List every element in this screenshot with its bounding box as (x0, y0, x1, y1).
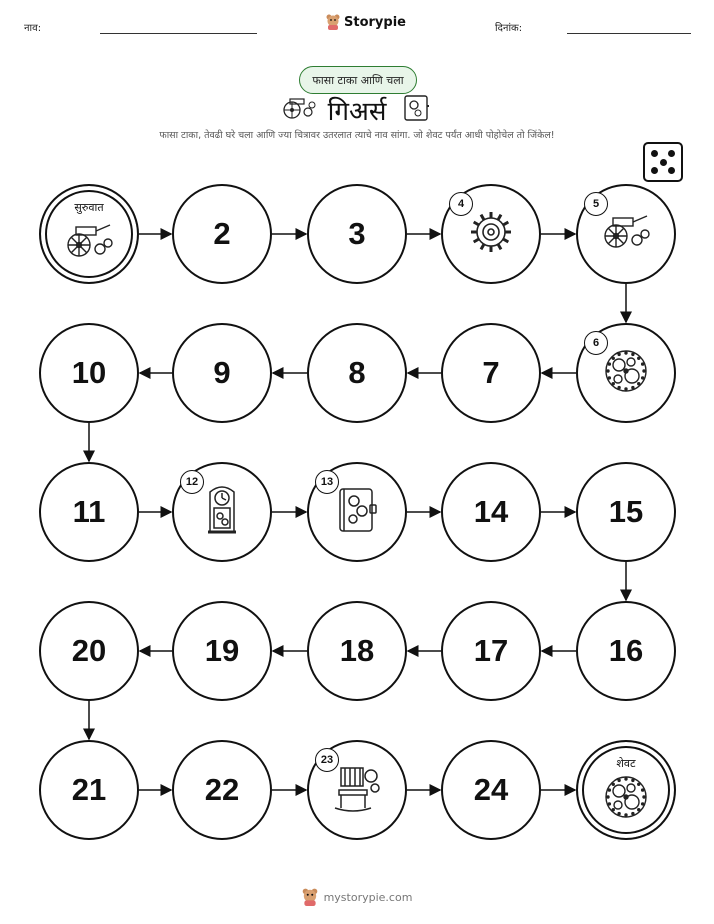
board-space-11[interactable] (39, 462, 139, 562)
gear-notebook-icon (334, 485, 380, 539)
board-space-13[interactable] (307, 462, 407, 562)
space-number: 3 (348, 216, 366, 251)
finish-label: शेवट (616, 757, 636, 770)
board-space-20[interactable] (39, 601, 139, 701)
board-space-5[interactable] (576, 184, 676, 284)
board-space-22[interactable] (172, 740, 272, 840)
space-number: 9 (213, 355, 231, 390)
space-number-badge: 23 (315, 748, 339, 772)
bear-icon (302, 888, 318, 906)
space-number: 18 (339, 633, 375, 668)
space-number-badge: 13 (315, 470, 339, 494)
start-space[interactable] (39, 184, 139, 284)
name-label: नाव: (24, 23, 42, 34)
space-number: 24 (473, 772, 509, 807)
board-space-15[interactable] (576, 462, 676, 562)
start-label: सुरुवात (74, 201, 104, 214)
grandfather-clock-icon (202, 482, 242, 542)
board-space-16[interactable] (576, 601, 676, 701)
gear-chair-icon (331, 762, 383, 818)
clock-mechanism-icon (603, 774, 649, 824)
page-title: गिअर्स (327, 97, 387, 127)
space-number-badge: 12 (180, 470, 204, 494)
space-number: 22 (204, 772, 240, 807)
space-number: 7 (482, 355, 500, 390)
board-space-10[interactable] (39, 323, 139, 423)
gear-icon (467, 208, 515, 260)
cart-gears-icon (601, 212, 651, 256)
space-number: 11 (72, 494, 106, 529)
space-number: 21 (71, 772, 107, 807)
board-space-3[interactable] (307, 184, 407, 284)
space-number: 2 (213, 216, 231, 251)
date-label: दिनांक: (495, 23, 523, 34)
clock-mechanism-icon (603, 348, 649, 398)
space-number: 14 (473, 494, 509, 529)
board-space-4[interactable] (441, 184, 541, 284)
board-space-24[interactable] (441, 740, 541, 840)
space-number: 17 (473, 633, 509, 668)
board-space-9[interactable] (172, 323, 272, 423)
space-number-badge: 5 (584, 192, 608, 216)
space-number: 19 (204, 633, 240, 668)
board-space-18[interactable] (307, 601, 407, 701)
brand-name: Storypie (344, 14, 406, 30)
space-number-badge: 6 (584, 331, 608, 355)
board-space-7[interactable] (441, 323, 541, 423)
board-space-12[interactable] (172, 462, 272, 562)
footer-url: mystorypie.com (323, 890, 413, 904)
space-number: 8 (348, 355, 366, 390)
footer (0, 888, 714, 906)
board-space-19[interactable] (172, 601, 272, 701)
game-type-badge: फासा टाका आणि चला (299, 66, 417, 94)
board-space-2[interactable] (172, 184, 272, 284)
cart-gears-icon (64, 221, 114, 265)
space-number: 16 (608, 633, 644, 668)
board-space-6[interactable] (576, 323, 676, 423)
space-number: 10 (71, 355, 107, 390)
board-space-8[interactable] (307, 323, 407, 423)
board-space-21[interactable] (39, 740, 139, 840)
board-space-17[interactable] (441, 601, 541, 701)
instructions: फासा टाका, तेवढी घरे चला आणि ज्या चित्रावर उतरलात त्याचे नाव सांगा. जो शेवट पर्यंत आधी पोहोचेल तो जिंकेल! (159, 130, 555, 141)
finish-space[interactable] (576, 740, 676, 840)
space-number: 15 (608, 494, 644, 529)
space-number-badge: 4 (449, 192, 473, 216)
board-space-23[interactable] (307, 740, 407, 840)
board-space-14[interactable] (441, 462, 541, 562)
space-number: 20 (71, 633, 107, 668)
